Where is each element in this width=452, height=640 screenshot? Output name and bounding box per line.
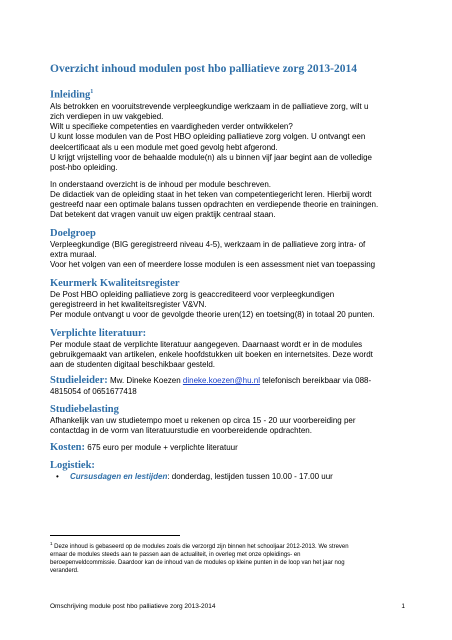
list-item [56,472,410,482]
heading-studieleider: Studieleider: [50,375,108,387]
text-line: Dat betekent dat vragen vanuit uw eigen praktijk centraal staan. [50,210,276,220]
text-line: contactdag in de vorm van literatuurstudie en voorbereidende opdrachten. [50,426,312,436]
kosten-line [50,443,410,453]
text-line: gestreefd naar een optimale balans tussen opdrachten en verdiepende theorie en trainingen. [50,200,379,210]
footnote-mark: 1 [50,541,53,546]
text-line: Per module ontvangt u voor de gevolgde theorie uren(12) en toetsing(8) in totaal 20 punten. [50,310,375,320]
studieleider-line [50,376,410,386]
text-line: zich verdiepen in uw vakgebied. [50,111,164,121]
studieleider-name: Mw. Dineke Koezen [107,376,183,386]
document-body [50,62,410,482]
bullet-icon: • [56,471,59,481]
bullet-label: Cursusdagen en lestijden [70,471,168,481]
text-line: geregistreerd in het kwaliteitsregister V&VN. [50,299,207,309]
text-line: De Post HBO opleiding palliatieve zorg is geaccrediteerd voor verpleegkundigen [50,289,335,299]
text-line: extra muraal. [50,250,97,260]
text-line: Wilt u specifieke competenties en vaardigheden verder ontwikkelen? [50,122,293,132]
footnote [50,540,410,575]
page-footer [50,603,405,610]
text-line: Verpleegkundige (BIG geregistreerd niveau 4-5), werkzaam in de palliatieve zorg intra- of [50,239,366,249]
text-line: Als betrokken en vooruitstrevende verpleegkundige werkzaam in de palliatieve zorg, wilt u [50,101,369,111]
page-number: 1 [401,603,405,610]
footnote-line: ernaar de modules steeds aan te passen aan de actualiteit, in overleg met onze opleidings- en [50,552,301,558]
inleiding-paragraph-2 [50,180,410,221]
heading-logistiek: Logistiek: [50,459,95,471]
footnote-line: Deze inhoud is gebaseerd op de modules zoals die verzorgd zijn binnen het schooljaar 2012-2013. We streven [52,544,349,550]
text-line: gebruikgemaakt van artikelen, enkele hoofdstukken uit boeken en internetsites. Deze wordt [50,349,373,359]
heading-inleiding [50,86,410,102]
text-line: Afhankelijk van uw studietempo moet u rekenen op circa 15 - 20 uur voorbereiding per [50,416,356,426]
footnote-line: veranderd. [50,568,79,574]
studieleider-phone-text: telefonisch bereikbaar via 088- [259,376,372,386]
inleiding-paragraph-1 [50,102,410,174]
footer-title: Omschrijving module post hbo palliatieve zorg 2013-2014 [50,603,216,610]
text-line: aan de studenten digitaal beschikbaar gesteld. [50,360,216,370]
footnote-line: beroepenveldcommissie. Daardoor kan de inhoud van de modules op kleine punten in de loop van het jaar nog [50,560,345,566]
heading-kosten: Kosten: [50,441,85,453]
heading-studiebelasting: Studiebelasting [50,404,119,416]
text-line: post-hbo opleiding. [50,163,118,173]
heading-literatuur: Verplichte literatuur: [50,327,147,339]
heading-doelgroep: Doelgroep [50,227,96,239]
text-line: Per module staat de verplichte literatuur aangegeven. Daarnaast wordt er in de modules [50,339,363,349]
footnote-ref: 1 [90,89,94,95]
text-line: deelcertificaat als u een module met goed gevolg hebt afgerond. [50,142,278,152]
text-line: U kunt losse modulen van de Post HBO opleiding palliatieve zorg volgen. U ontvangt een [50,132,366,142]
kosten-text: 675 euro per module + verplichte literatuur [85,442,238,452]
text-line: 4815054 of 0651677418 [50,386,137,396]
heading-keurmerk: Keurmerk Kwaliteitsregister [50,277,180,289]
heading-inleiding-text: Inleiding [50,89,91,101]
footnote-divider [50,535,180,536]
text-line: In onderstaand overzicht is de inhoud per module beschreven. [50,179,272,189]
text-line: De didactiek van de opleiding staat in het teken van competentiegericht leren. Hierbij wordt [50,189,372,199]
text-line: U krijgt vrijstelling voor de behaalde module(n) als u binnen vijf jaar begint aan de volledige [50,152,372,162]
text-line: Voor het volgen van een of meerdere losse modulen is een assessment niet van toepassing [50,260,376,270]
document-title: Overzicht inhoud modulen post hbo palliatieve zorg 2013-2014 [50,63,357,75]
bullet-text: : donderdag, lestijden tussen 10.00 - 17.00 uur [167,471,333,481]
studieleider-email-link[interactable]: dineke.koezen@hu.nl [182,376,260,386]
